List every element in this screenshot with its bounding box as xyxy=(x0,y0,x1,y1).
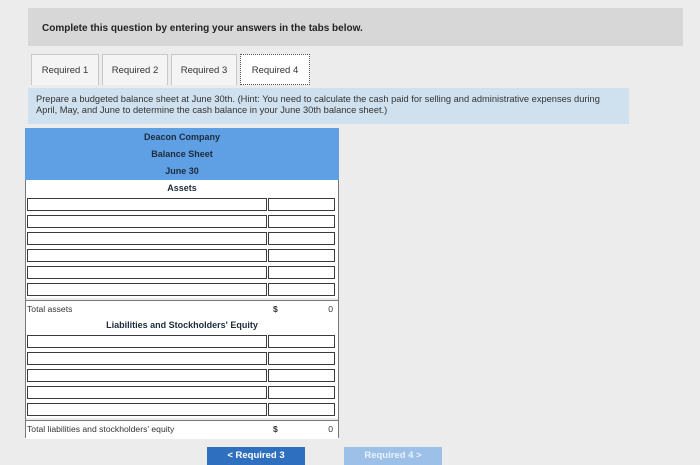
liability-amount-input[interactable] xyxy=(268,369,335,382)
liability-label-input[interactable] xyxy=(27,369,267,382)
liability-label-input[interactable] xyxy=(27,352,267,365)
asset-amount-input[interactable] xyxy=(268,232,335,245)
asset-amount-input[interactable] xyxy=(268,249,335,262)
asset-row xyxy=(25,230,339,247)
statement-title: Balance Sheet xyxy=(151,149,213,159)
asset-amount-input[interactable] xyxy=(268,283,335,296)
total-assets-value: 0 xyxy=(328,304,333,314)
statement-date: June 30 xyxy=(165,166,199,176)
liabilities-heading: Liabilities and Stockholders' Equity xyxy=(25,317,339,335)
table-border-right xyxy=(338,180,339,438)
liability-row xyxy=(25,333,339,350)
liability-amount-input[interactable] xyxy=(268,386,335,399)
tab-required-4[interactable]: Required 4 xyxy=(240,54,310,85)
asset-row xyxy=(25,247,339,264)
asset-label-input[interactable] xyxy=(27,232,267,245)
liability-row xyxy=(25,384,339,401)
total-assets-dollar: $ xyxy=(273,304,278,314)
asset-amount-input[interactable] xyxy=(268,215,335,228)
total-liabilities-equity-dollar: $ xyxy=(273,424,278,434)
total-assets-label: Total assets xyxy=(27,304,73,314)
company-name: Deacon Company xyxy=(143,132,221,142)
liability-label-input[interactable] xyxy=(27,335,267,348)
total-liabilities-equity-label: Total liabilities and stockholders' equity xyxy=(27,424,175,434)
liability-label-input[interactable] xyxy=(27,403,267,416)
asset-amount-input[interactable] xyxy=(268,198,335,211)
liability-row xyxy=(25,367,339,384)
asset-amount-input[interactable] xyxy=(268,266,335,279)
liability-row xyxy=(25,350,339,367)
liability-label-input[interactable] xyxy=(27,386,267,399)
header-text: Complete this question by entering your answers in the tabs below. xyxy=(42,23,363,34)
asset-row xyxy=(25,281,339,298)
asset-row xyxy=(25,264,339,281)
total-liabilities-equity-value: 0 xyxy=(328,424,333,434)
tab-required-2[interactable]: Required 2 xyxy=(102,54,168,85)
asset-label-input[interactable] xyxy=(27,198,267,211)
table-border-left xyxy=(25,180,26,438)
instructions-text: Prepare a budgeted balance sheet at June 30th. (Hint: You need to calculate the cash paid for selling and administrative expenses during April, May, and June to determine the cash balance in your June 30th balance sheet.) xyxy=(28,88,629,124)
instructions-header xyxy=(28,8,683,46)
liability-amount-input[interactable] xyxy=(268,403,335,416)
asset-row xyxy=(25,213,339,230)
asset-label-input[interactable] xyxy=(27,249,267,262)
balance-sheet-header xyxy=(25,128,339,180)
total-liabilities-equity-row xyxy=(25,420,339,439)
asset-label-input[interactable] xyxy=(27,266,267,279)
tab-required-3[interactable]: Required 3 xyxy=(171,54,237,85)
assets-heading: Assets xyxy=(25,180,339,199)
tab-required-1[interactable]: Required 1 xyxy=(31,54,99,85)
asset-label-input[interactable] xyxy=(27,283,267,296)
liability-amount-input[interactable] xyxy=(268,352,335,365)
liability-amount-input[interactable] xyxy=(268,335,335,348)
next-required-button[interactable]: Required 4 > xyxy=(344,447,442,465)
asset-row xyxy=(25,196,339,213)
liability-row xyxy=(25,401,339,418)
asset-label-input[interactable] xyxy=(27,215,267,228)
previous-required-button[interactable]: < Required 3 xyxy=(207,447,305,465)
